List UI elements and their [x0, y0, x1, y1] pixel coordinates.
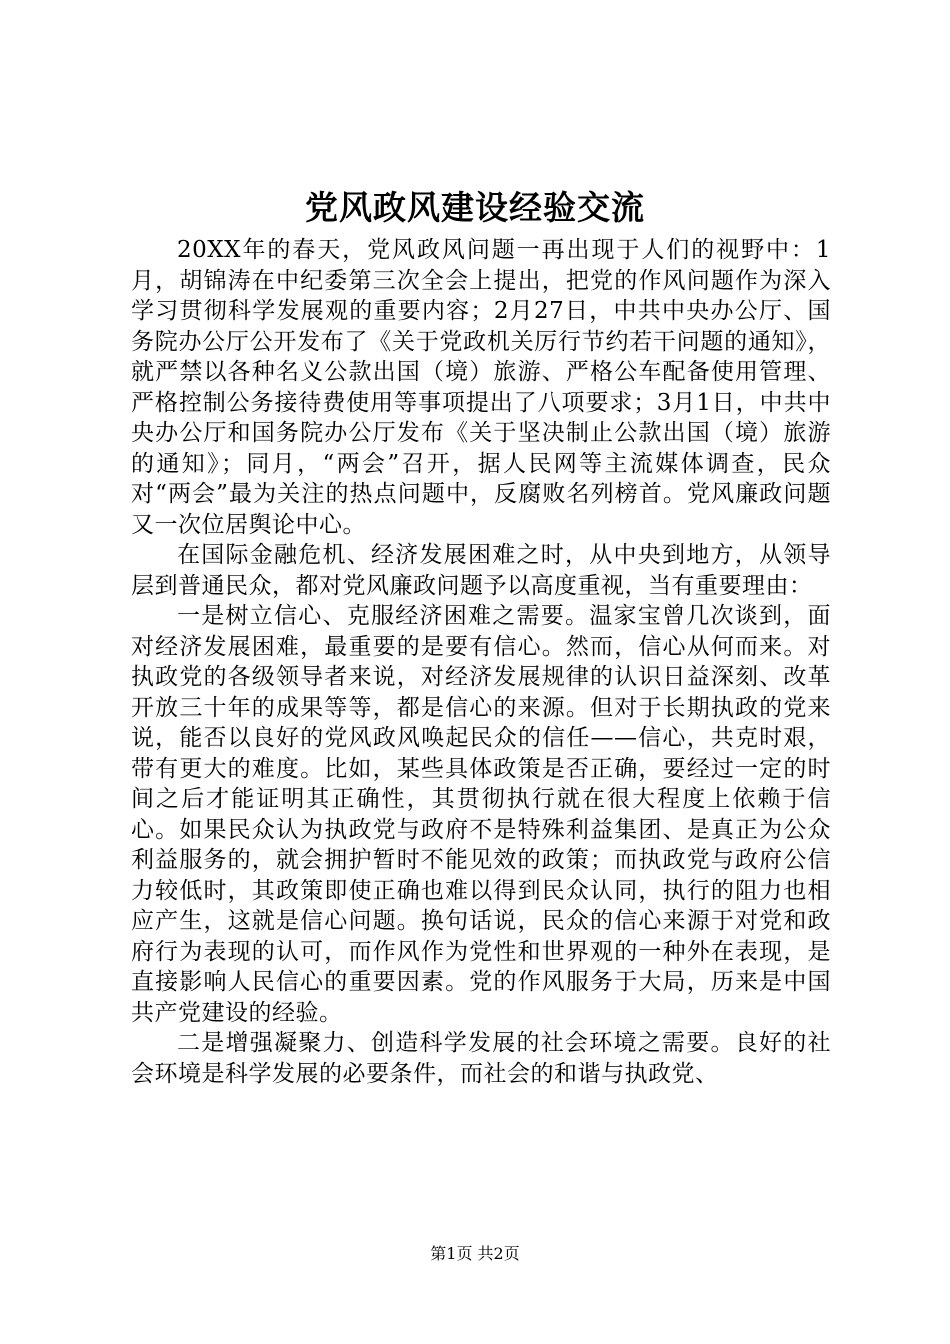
document-body	[131, 235, 831, 1089]
paragraph: 一是树立信心、克服经济困难之需要。温家宝曾几次谈到，面对经济发展困难，最重要的是要有信心。然而，信心从何而来。对执政党的各级领导者来说，对经济发展规律的认识日益深刻、改革开放三十年的成果等等，都是信心的来源。但对于长期执政的党来说，能否以良好的党风政风唤起民众的信任——信心，共克时艰，带有更大的难度。比如，某些具体政策是否正确，要经过一定的时间之后才能证明其正确性，其贯彻执行就在很大程度上依赖于信心。如果民众认为执政党与政府不是特殊利益集团、是真正为公众利益服务的，就会拥护暂时不能见效的政策；而执政党与政府公信力较低时，其政策即使正确也难以得到民众认同，执行的阻力也相应产生，这就是信心问题。换句话说，民众的信心来源于对党和政府行为表现的认可，而作风作为党性和世界观的一种外在表现，是直接影响人民信心的重要因素。党的作风服务于大局，历来是中国共产党建设的经验。	[131, 603, 831, 1026]
page-footer: 第1页 共2页	[430, 1244, 520, 1263]
paragraph: 在国际金融危机、经济发展困难之时，从中央到地方，从领导层到普通民众，都对党风廉政问题予以高度重视，当有重要理由：	[131, 542, 831, 599]
document-title: 党风政风建设经验交流	[305, 188, 645, 227]
paragraph: 20XX年的春天，党风政风问题一再出现于人们的视野中：1月，胡锦涛在中纪委第三次全会上提出，把党的作风问题作为深入学习贯彻科学发展观的重要内容；2月27日，中共中央办公厅、国务院办公厅公开发布了《关于党政机关厉行节约若干问题的通知》，就严禁以各种名义公款出国（境）旅游、严格公车配备使用管理、严格控制公务接待费使用等事项提出了八项要求；3月1日，中共中央办公厅和国务院办公厅发布《关于坚决制止公款出国（境）旅游的通知》；同月，“两会”召开，据人民网等主流媒体调查，民众对“两会”最为关注的热点问题中，反腐败名列榜首。党风廉政问题又一次位居舆论中心。	[131, 237, 831, 538]
paragraph: 二是增强凝聚力、创造科学发展的社会环境之需要。良好的社会环境是科学发展的必要条件，而社会的和谐与执政党、	[131, 1030, 831, 1087]
